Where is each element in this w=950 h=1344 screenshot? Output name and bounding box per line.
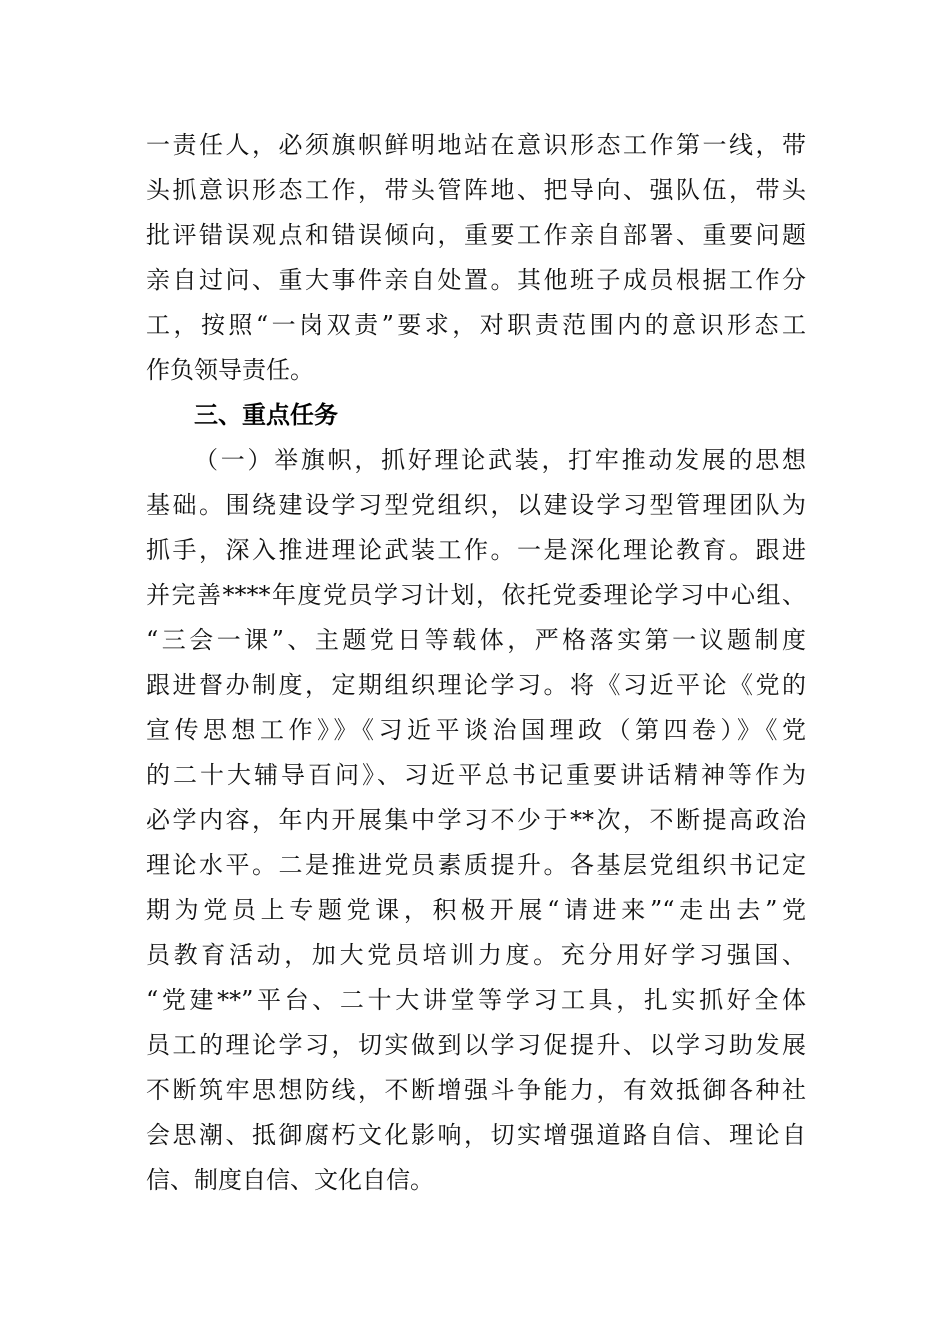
text-line: 信、制度自信、文化自信。 xyxy=(146,1166,434,1194)
text-line: 员工的理论学习，切实做到以学习促提升、以学习助发展 xyxy=(146,1031,806,1059)
text-line: 作负领导责任。 xyxy=(146,356,314,384)
text-line: 并完善****年度党员学习计划，依托党委理论学习中心组、 xyxy=(146,581,806,609)
text-line: 不断筑牢思想防线，不断增强斗争能力，有效抵御各种社 xyxy=(146,1076,806,1104)
text-line: 跟进督办制度，定期组织理论学习。将《习近平论《党的 xyxy=(146,671,806,699)
text-line: 头抓意识形态工作，带头管阵地、把导向、强队伍，带头 xyxy=(146,176,806,204)
text-line: 必学内容，年内开展集中学习不少于**次，不断提高政治 xyxy=(146,806,806,834)
text-line: 的二十大辅导百问》、习近平总书记重要讲话精神等作为 xyxy=(146,761,806,789)
text-line: 员教育活动，加大党员培训力度。充分用好学习强国、 xyxy=(146,941,806,969)
text-line: 会思潮、抵御腐朽文化影响，切实增强道路自信、理论自 xyxy=(146,1121,806,1149)
document-body xyxy=(146,123,806,1203)
text-line: 抓手，深入推进理论武装工作。一是深化理论教育。跟进 xyxy=(146,536,806,564)
text-line: 亲自过问、重大事件亲自处置。其他班子成员根据工作分 xyxy=(146,266,806,294)
text-line: “党建**”平台、二十大讲堂等学习工具，扎实抓好全体 xyxy=(146,986,806,1014)
text-line: 一责任人，必须旗帜鲜明地站在意识形态工作第一线，带 xyxy=(146,131,806,159)
paragraph-key-tasks xyxy=(146,438,806,1203)
section-heading: 三、重点任务 xyxy=(194,401,338,429)
text-line: “三会一课”、主题党日等载体，严格落实第一议题制度 xyxy=(146,626,806,654)
text-line: 宣传思想工作》》《习近平谈治国理政（第四卷）》《党 xyxy=(146,716,806,744)
text-line: 理论水平。二是推进党员素质提升。各基层党组织书记定 xyxy=(146,851,806,879)
paragraph-responsibility xyxy=(146,123,806,393)
text-line: 基础。围绕建设学习型党组织，以建设学习型管理团队为 xyxy=(146,491,806,519)
text-line: （一）举旗帜，抓好理论武装，打牢推动发展的思想 xyxy=(194,446,806,474)
text-line: 期为党员上专题党课，积极开展“请进来”“走出去”党 xyxy=(146,896,806,924)
text-line: 批评错误观点和错误倾向，重要工作亲自部署、重要问题 xyxy=(146,221,806,249)
text-line: 工，按照“一岗双责”要求，对职责范围内的意识形态工 xyxy=(146,311,806,339)
